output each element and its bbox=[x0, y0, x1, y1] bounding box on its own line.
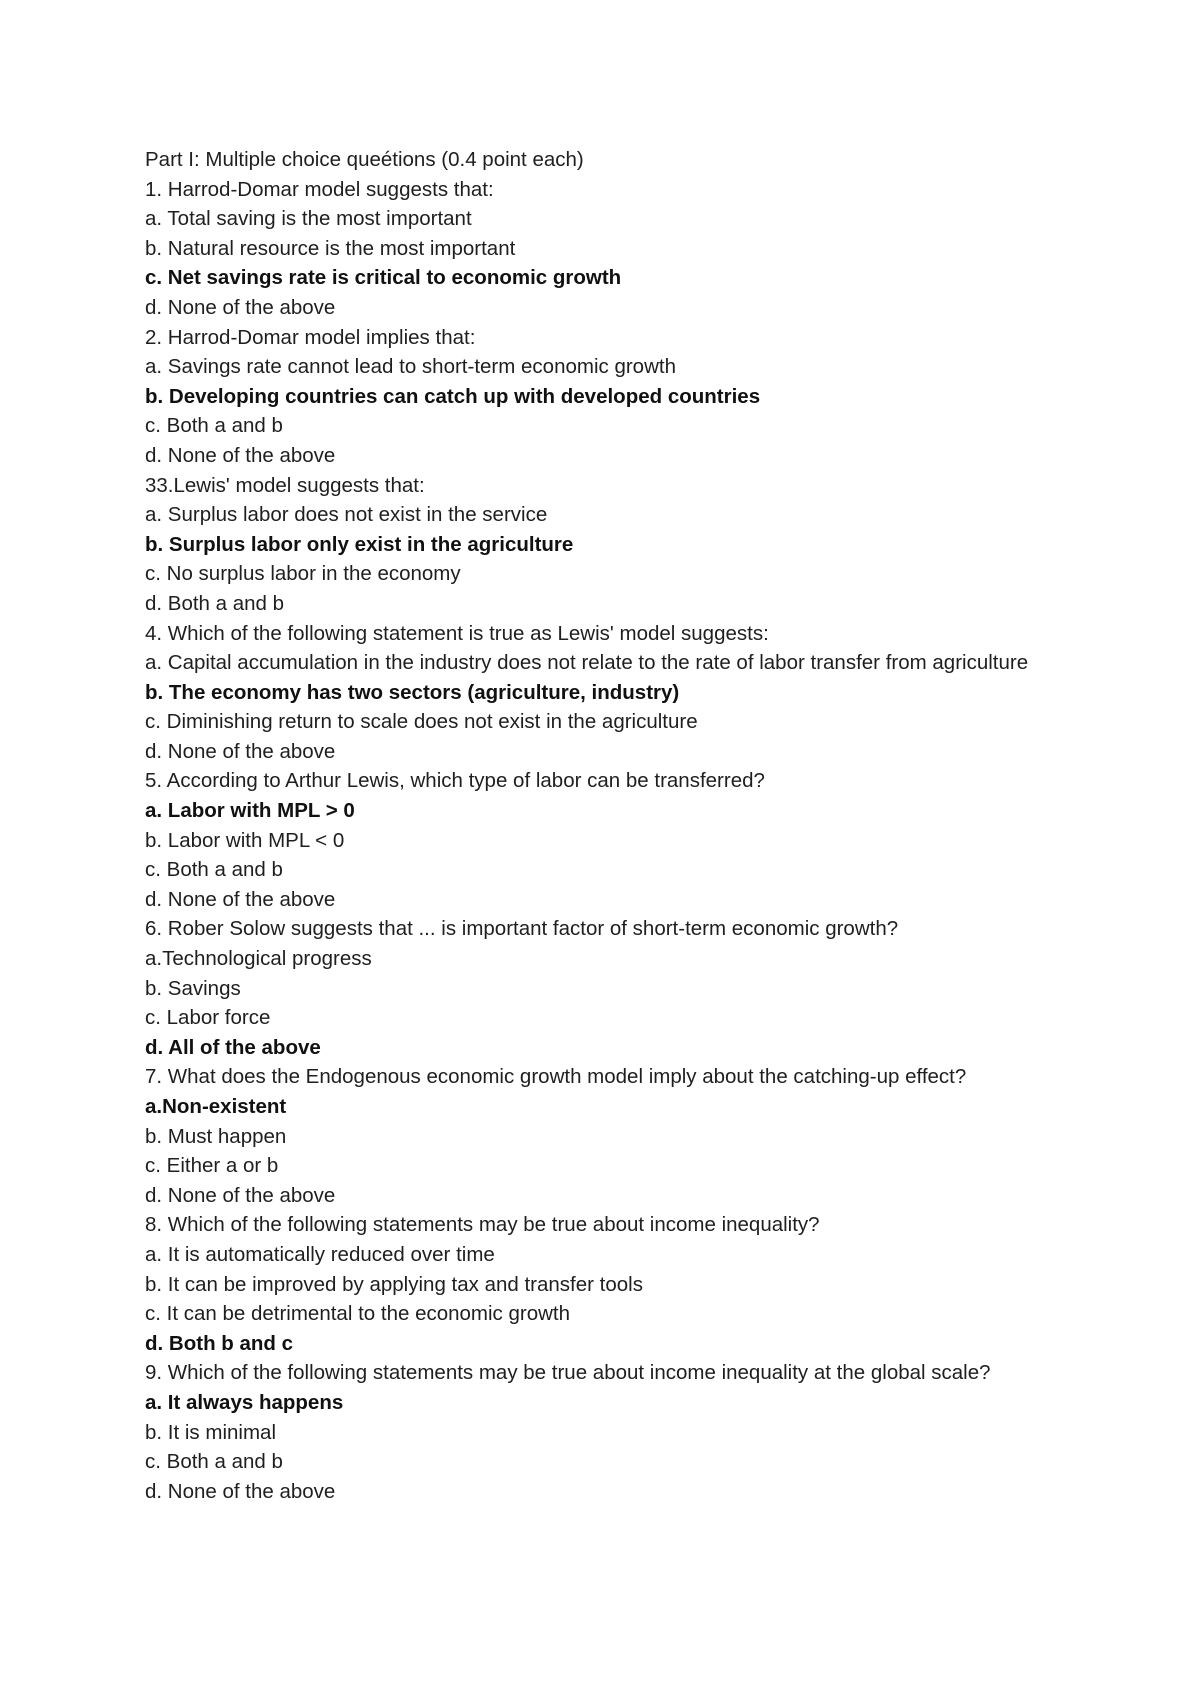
option-d: d. Both a and b bbox=[145, 591, 285, 615]
section-heading: Part I: Multiple choice queétions (0.4 point each) bbox=[145, 148, 584, 171]
option-c: c. No surplus labor in the economy bbox=[145, 562, 461, 586]
option-d: d. None of the above bbox=[145, 1479, 336, 1503]
question-block-1 bbox=[145, 175, 1045, 323]
option-d: d. None of the above bbox=[145, 1183, 336, 1207]
option-a: a.Technological progress bbox=[145, 947, 372, 971]
option-d: d. None of the above bbox=[145, 443, 336, 467]
option-d: d. None of the above bbox=[145, 739, 336, 763]
option-c: c. Both a and b bbox=[145, 1450, 283, 1474]
option-c: c. Either a or b bbox=[145, 1154, 279, 1178]
question-text: 7. What does the Endogenous economic growth model imply about the catching-up effect? bbox=[145, 1065, 967, 1089]
option-a-answer: a.Non-existent bbox=[145, 1095, 287, 1118]
question-block-5 bbox=[145, 766, 1045, 914]
option-c: c. Diminishing return to scale does not exist in the agriculture bbox=[145, 710, 698, 734]
option-b: b. It is minimal bbox=[145, 1420, 276, 1444]
option-d: d. None of the above bbox=[145, 295, 336, 319]
question-text: 8. Which of the following statements may be true about income inequality? bbox=[145, 1213, 820, 1237]
question-block-2 bbox=[145, 323, 1045, 471]
question-text: 33.Lewis' model suggests that: bbox=[145, 473, 425, 497]
option-b: b. Labor with MPL < 0 bbox=[145, 828, 345, 852]
option-a: a. Surplus labor does not exist in the service bbox=[145, 503, 548, 527]
option-d-answer: d. All of the above bbox=[145, 1035, 321, 1059]
option-b: b. It can be improved by applying tax and transfer tools bbox=[145, 1272, 643, 1296]
document-body bbox=[145, 145, 1045, 1506]
option-b-answer: b. Developing countries can catch up with developed countries bbox=[145, 384, 761, 408]
option-c: c. Labor force bbox=[145, 1006, 271, 1030]
question-block-4 bbox=[145, 619, 1045, 767]
question-block-6 bbox=[145, 914, 1045, 1062]
option-a: a. It is automatically reduced over time bbox=[145, 1242, 495, 1266]
option-c: c. Both a and b bbox=[145, 414, 283, 438]
option-a: a. Savings rate cannot lead to short-term economic growth bbox=[145, 355, 676, 379]
question-text: 6. Rober Solow suggests that ... is important factor of short-term economic growth? bbox=[145, 917, 899, 941]
question-text: 5. According to Arthur Lewis, which type of labor can be transferred? bbox=[145, 769, 765, 793]
question-text: 9. Which of the following statements may be true about income inequality at the global scale? bbox=[145, 1361, 991, 1385]
question-block-3 bbox=[145, 471, 1045, 619]
option-b-answer: b. Surplus labor only exist in the agriculture bbox=[145, 532, 574, 556]
question-block-8 bbox=[145, 1210, 1045, 1358]
option-b-answer: b. The economy has two sectors (agriculture, industry) bbox=[145, 680, 680, 704]
option-a: a. Capital accumulation in the industry does not relate to the rate of labor transfer from agriculture bbox=[145, 651, 1029, 675]
option-b: b. Savings bbox=[145, 976, 241, 1000]
option-a: a. Total saving is the most important bbox=[145, 207, 472, 231]
question-text: 1. Harrod-Domar model suggests that: bbox=[145, 177, 494, 201]
option-c: c. It can be detrimental to the economic growth bbox=[145, 1302, 571, 1326]
question-block-7 bbox=[145, 1062, 1045, 1210]
question-text: 2. Harrod-Domar model implies that: bbox=[145, 325, 476, 349]
option-a-answer: a. It always happens bbox=[145, 1390, 344, 1414]
option-d: d. None of the above bbox=[145, 887, 336, 911]
question-block-9 bbox=[145, 1358, 1045, 1506]
option-a-answer: a. Labor with MPL > 0 bbox=[145, 799, 355, 823]
option-d-answer: d. Both b and c bbox=[145, 1331, 294, 1355]
option-b: b. Natural resource is the most important bbox=[145, 236, 516, 260]
option-b: b. Must happen bbox=[145, 1124, 287, 1148]
question-text: 4. Which of the following statement is true as Lewis' model suggests: bbox=[145, 621, 769, 645]
option-c: c. Both a and b bbox=[145, 858, 283, 882]
option-c-answer: c. Net savings rate is critical to economic growth bbox=[145, 266, 622, 290]
